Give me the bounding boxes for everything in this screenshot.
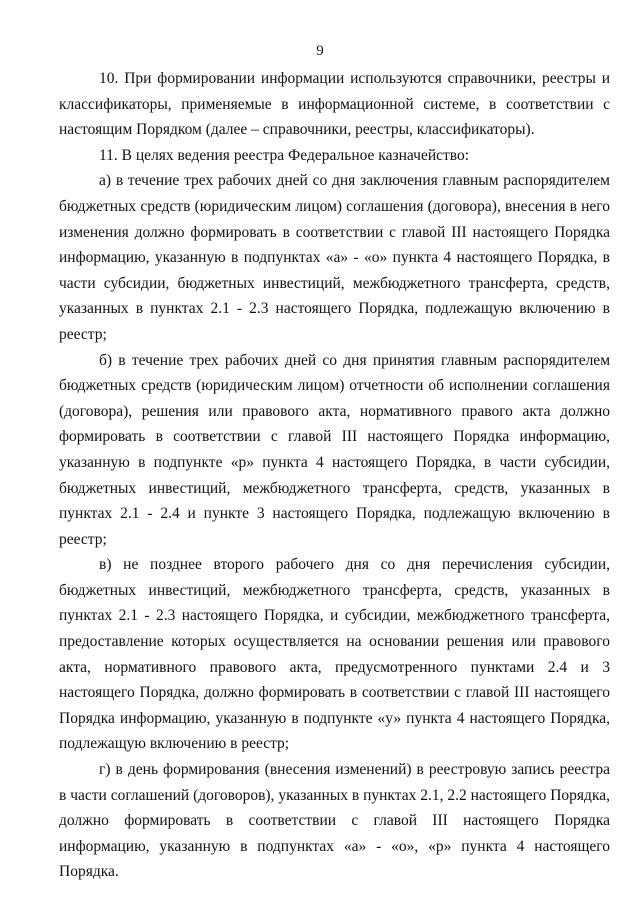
paragraph-11-b: б) в течение трех рабочих дней со дня принятия главным распорядителем бюджетных средств (юридическим лицом) отчетности об исполнении соглашения (договора), решения или правового акта, нормативного правого акта должно формировать в соответствии с главой III настоящего Порядка информацию, указанную в подпункте «р» пункта 4 настоящего Порядка, в части субсидии, бюджетных инвестиций, межбюджетного трансферта, средств, указанных в пунктах 2.1 - 2.4 и пункте 3 настоящего Порядка, подлежащую включению в реестр; xyxy=(59,351,610,548)
document-body xyxy=(59,66,610,885)
paragraph-10: 10. При формировании информации используются справочники, реестры и классификаторы, применяемые в информационной системе, в соответствии с настоящим Порядком (далее – справочники, реестры, классификаторы). xyxy=(59,70,610,139)
paragraph-11: 11. В целях ведения реестра Федеральное казначейство: xyxy=(99,146,470,164)
paragraph-11-g: г) в день формирования (внесения изменений) в реестровую запись реестра в части соглашений (договоров), указанных в пунктах 2.1, 2.2 настоящего Порядка, должно формировать в соответствии с главой III настоящего Порядка информацию, указанную в подпунктах «а» - «о», «р» пункта 4 настоящего Порядка. xyxy=(59,761,610,881)
paragraph-11-v: в) не позднее второго рабочего дня со дня перечисления субсидии, бюджетных инвестиций, межбюджетного трансферта, средств, указанных в пунктах 2.1 - 2.3 настоящего Порядка, и субсидии, межбюджетного трансферта, предоставление которых осуществляется на основании решения или правового акта, нормативного правового акта, предусмотренного пунктами 2.4 и 3 настоящего Порядка, должно формировать в соответствии с главой III настоящего Порядка информацию, указанную в подпункте «у» пункта 4 настоящего Порядка, подлежащую включению в реестр; xyxy=(59,556,610,753)
page-number: 9 xyxy=(316,43,324,59)
paragraph-11-a: а) в течение трех рабочих дней со дня заключения главным распорядителем бюджетных средств (юридическим лицом) соглашения (договора), внесения в него изменения должно формировать в соответствии с главой III настоящего Порядка информацию, указанную в подпунктах «а» - «о» пункта 4 настоящего Порядка, в части субсидии, бюджетных инвестиций, межбюджетного трансферта, средств, указанных в пунктах 2.1 - 2.3 настоящего Порядка, подлежащую включению в реестр; xyxy=(59,172,610,343)
